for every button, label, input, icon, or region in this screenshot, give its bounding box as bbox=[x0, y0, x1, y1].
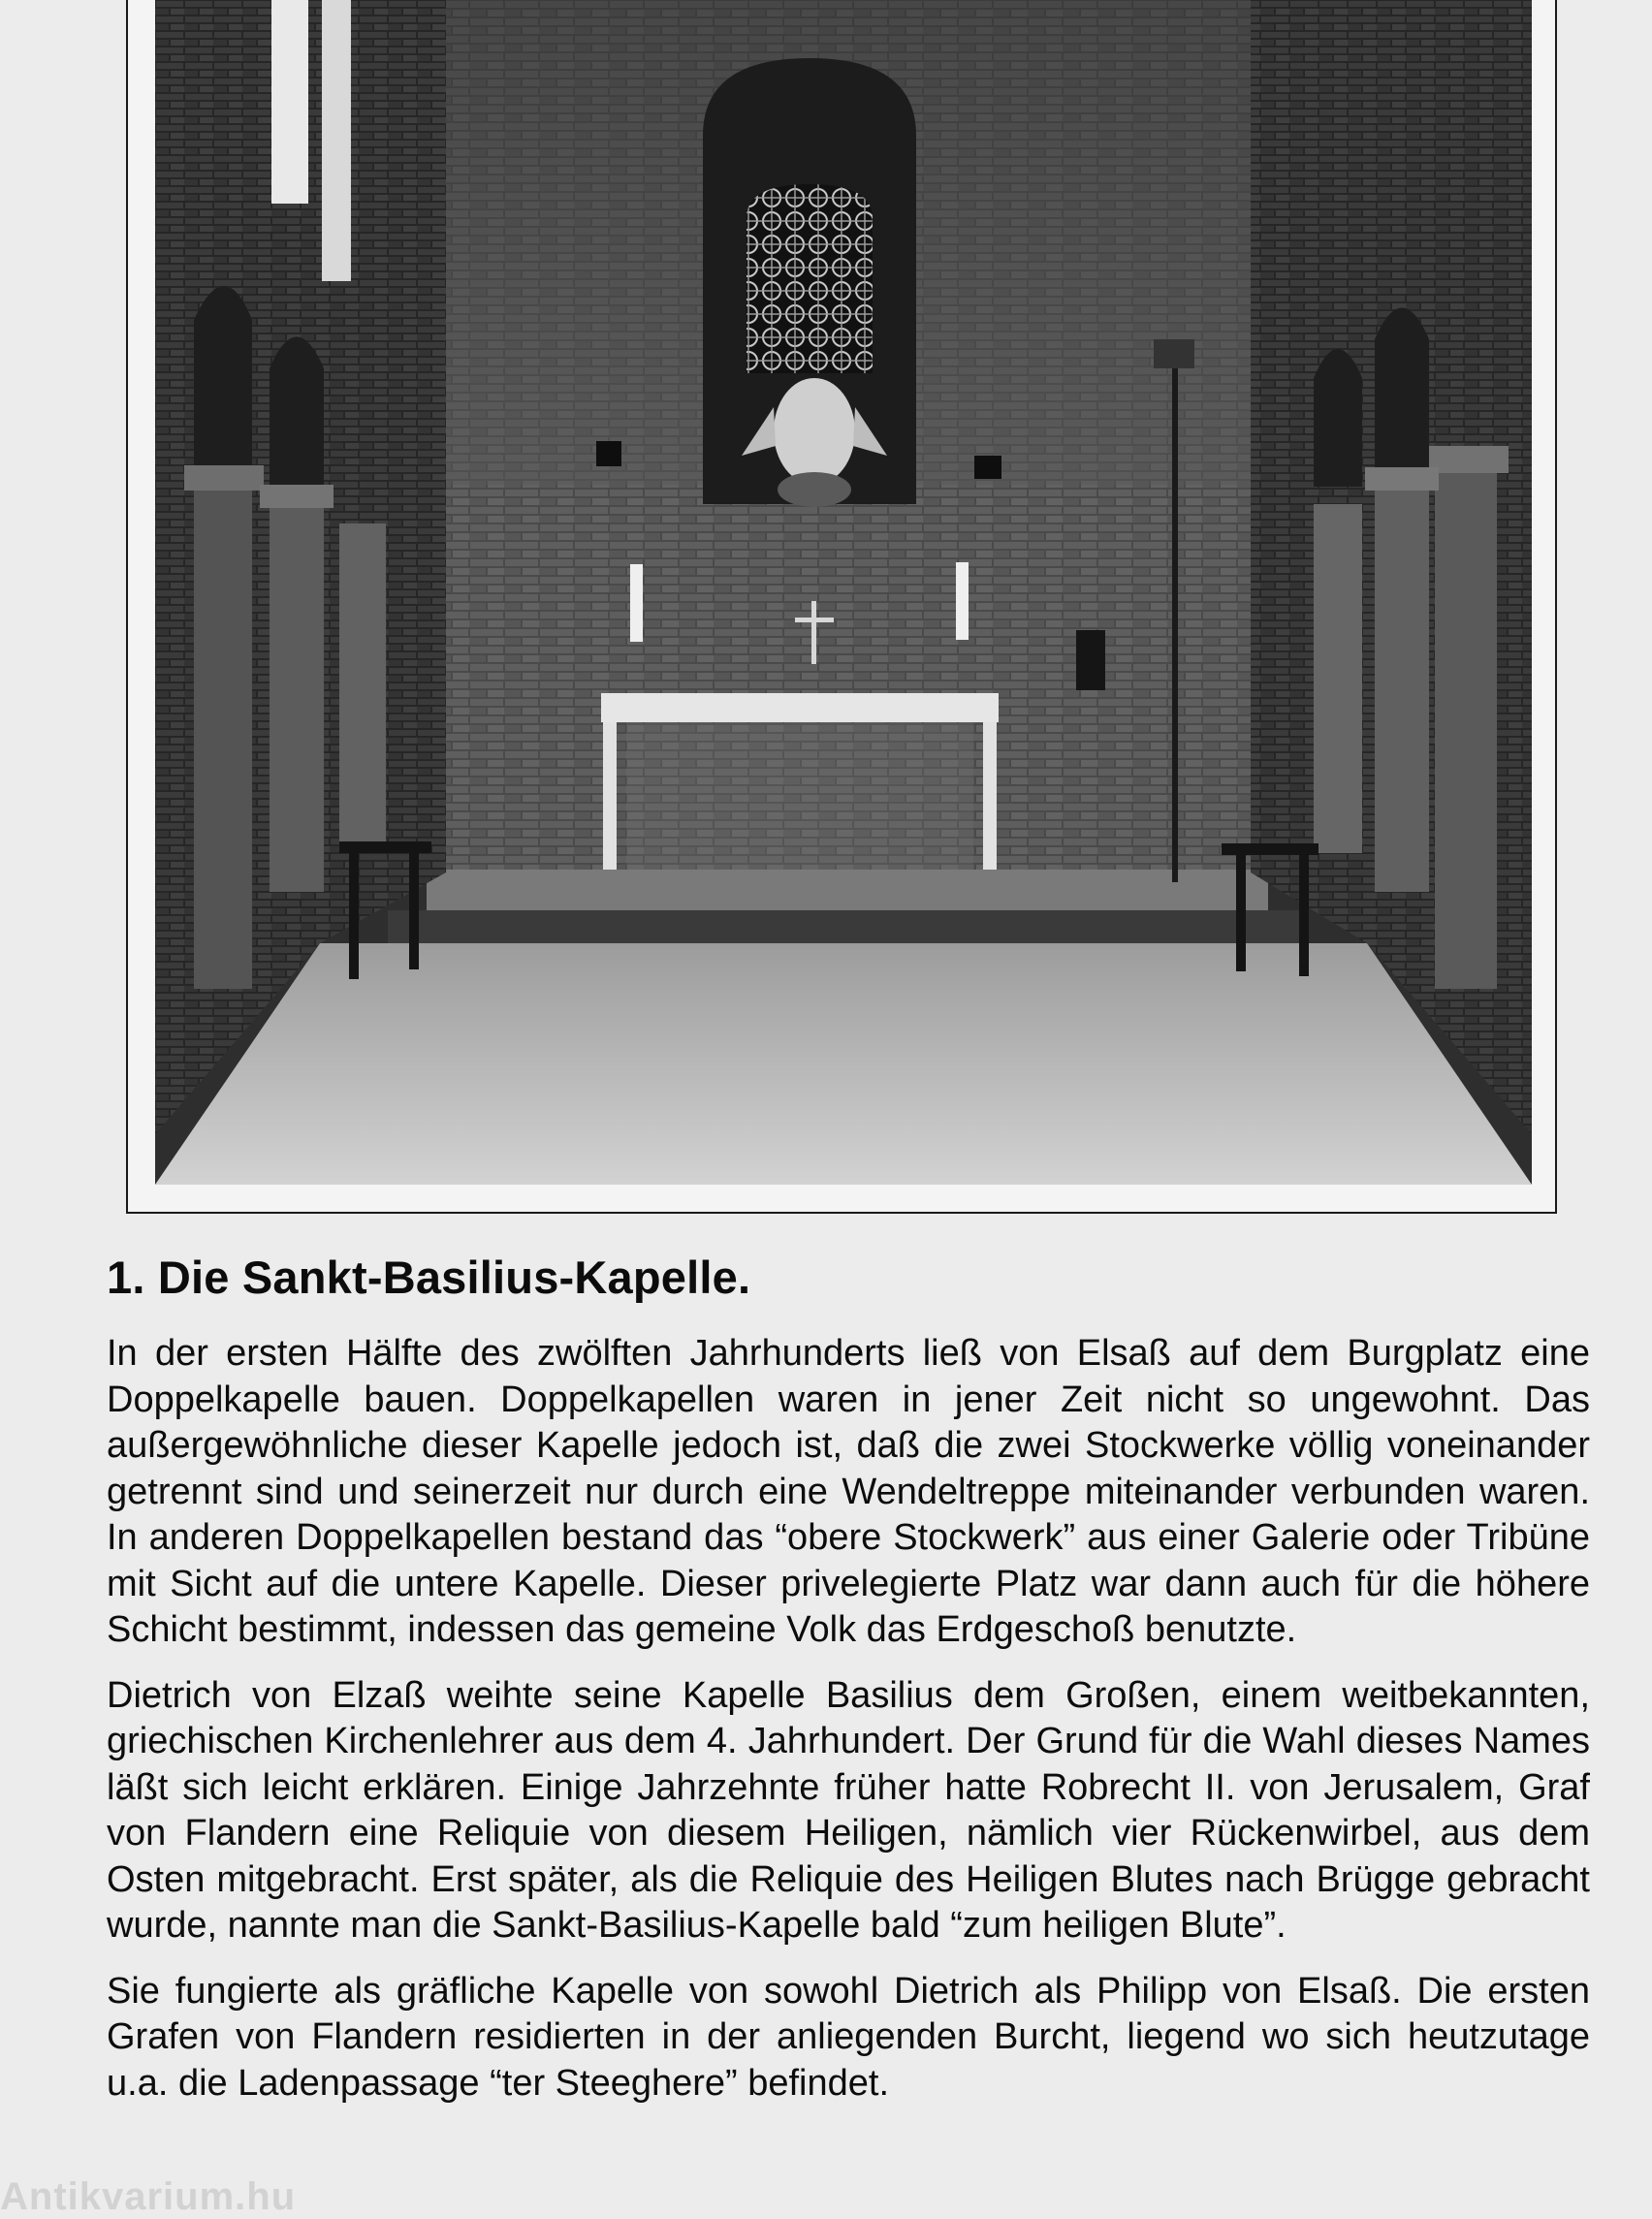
chapel-interior-photo bbox=[155, 0, 1532, 1185]
paragraph-3: Sie fungierte als gräfliche Kapelle von sowohl Dietrich als Philipp von Elsaß. Die ersten Grafen von Flandern residierten in der anliegenden Burcht, liegend wo sich heutzutage u.a. die Ladenpassage “ter Steeghere” befindet. bbox=[107, 1970, 1590, 2104]
paragraph-1: In der ersten Hälfte des zwölften Jahrhunderts ließ von Elsaß auf dem Burgplatz eine Doppelkapelle bauen. Doppelkapellen waren in jener Zeit nicht so ungewohnt. Das außergewöhnliche dieser Kapelle jedoch ist, daß die zwei Stockwerke völlig voneinander getrennt sind und seinerzeit nur durch eine Wendeltreppe miteinander verbunden waren. In anderen Doppelkapellen bestand das “obere Stockwerk” aus einer Galerie oder Tribüne mit Sicht auf die untere Kapelle. Dieser privelegierte Platz war dann auch für die höhere Schicht bestimmt, indessen das gemeine Volk das Erdgeschoß benutzte. bbox=[107, 1333, 1590, 1650]
article bbox=[107, 1251, 1590, 2126]
paragraph-2: Dietrich von Elzaß weihte seine Kapelle Basilius dem Großen, einem weitbekannten, griechischen Kirchenlehrer aus dem 4. Jahrhundert. Der Grund für die Wahl dieses Names läßt sich leicht erklären. Einige Jahrzehnte früher hatte Robrecht II. von Jerusalem, Graf von Flandern eine Reliquie von diesem Heiligen, nämlich vier Rückenwirbel, aus dem Osten mitgebracht. Erst später, als die Reliquie des Heiligen Blutes nach Brügge gebracht wurde, nannte man die Sankt-Basilius-Kapelle bald “zum heiligen Blute”. bbox=[107, 1674, 1590, 1946]
watermark: Antikvarium.hu bbox=[0, 2175, 297, 2218]
section-title: 1. Die Sankt-Basilius-Kapelle. bbox=[107, 1252, 751, 1303]
